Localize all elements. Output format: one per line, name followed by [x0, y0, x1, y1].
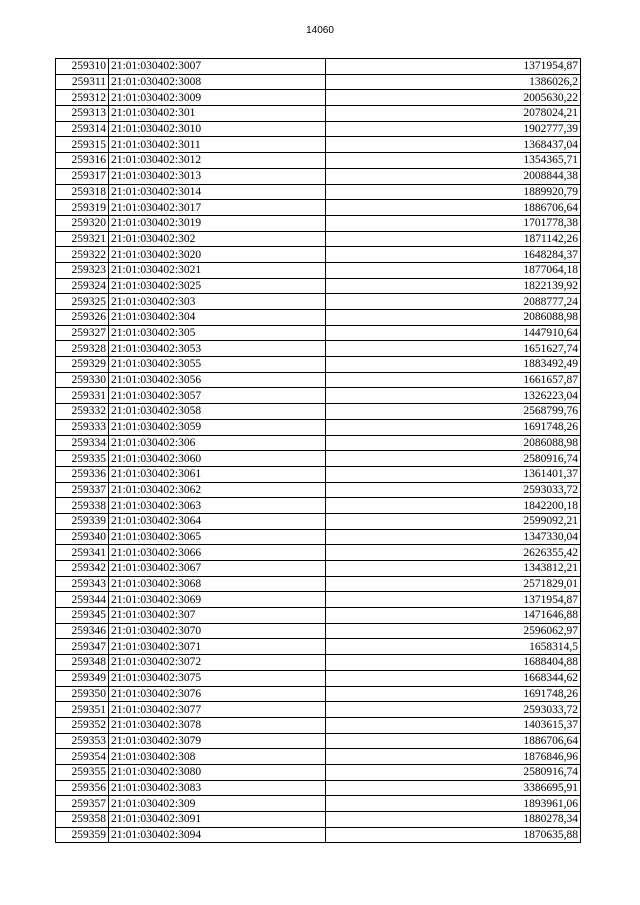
table-row	[56, 749, 581, 765]
cadastral-value-cell: 2568799,76	[326, 404, 581, 420]
cadastral-value-cell: 2086088,98	[326, 435, 581, 451]
table-row	[56, 137, 581, 153]
table-body	[56, 59, 581, 843]
table-row	[56, 608, 581, 624]
table-row	[56, 545, 581, 561]
cadastral-number-cell: 21:01:030402:3058	[109, 404, 326, 420]
cadastral-value-cell: 2580916,74	[326, 451, 581, 467]
cadastral-value-cell: 2078024,21	[326, 106, 581, 122]
cadastral-value-cell: 1403615,37	[326, 717, 581, 733]
row-id-cell: 259352	[56, 717, 109, 733]
cadastral-number-cell: 21:01:030402:304	[109, 310, 326, 326]
row-id-cell: 259314	[56, 121, 109, 137]
table-row	[56, 106, 581, 122]
row-id-cell: 259342	[56, 561, 109, 577]
cadastral-number-cell: 21:01:030402:3070	[109, 623, 326, 639]
cadastral-value-cell: 2086088,98	[326, 310, 581, 326]
row-id-cell: 259322	[56, 247, 109, 263]
cadastral-number-cell: 21:01:030402:3068	[109, 576, 326, 592]
table-row	[56, 764, 581, 780]
row-id-cell: 259336	[56, 466, 109, 482]
row-id-cell: 259333	[56, 419, 109, 435]
cadastral-number-cell: 21:01:030402:301	[109, 106, 326, 122]
cadastral-number-cell: 21:01:030402:3078	[109, 717, 326, 733]
table-row	[56, 623, 581, 639]
row-id-cell: 259315	[56, 137, 109, 153]
cadastral-number-cell: 21:01:030402:305	[109, 325, 326, 341]
cadastral-number-cell: 21:01:030402:3077	[109, 702, 326, 718]
cadastral-value-cell: 1471646,88	[326, 608, 581, 624]
table-row	[56, 341, 581, 357]
row-id-cell: 259355	[56, 764, 109, 780]
cadastral-value-cell: 2580916,74	[326, 764, 581, 780]
table-row	[56, 796, 581, 812]
cadastral-number-cell: 21:01:030402:306	[109, 435, 326, 451]
row-id-cell: 259316	[56, 153, 109, 169]
table-row	[56, 90, 581, 106]
table-row	[56, 451, 581, 467]
cadastral-number-cell: 21:01:030402:3017	[109, 200, 326, 216]
cadastral-value-cell: 1447910,64	[326, 325, 581, 341]
table-row	[56, 466, 581, 482]
cadastral-value-cell: 2005630,22	[326, 90, 581, 106]
row-id-cell: 259321	[56, 231, 109, 247]
cadastral-value-cell: 1368437,04	[326, 137, 581, 153]
table-row	[56, 592, 581, 608]
row-id-cell: 259323	[56, 262, 109, 278]
row-id-cell: 259356	[56, 780, 109, 796]
cadastral-value-cell: 1893961,06	[326, 796, 581, 812]
row-id-cell: 259329	[56, 357, 109, 373]
cadastral-value-cell: 1371954,87	[326, 59, 581, 75]
row-id-cell: 259340	[56, 529, 109, 545]
cadastral-number-cell: 21:01:030402:307	[109, 608, 326, 624]
cadastral-number-cell: 21:01:030402:3008	[109, 74, 326, 90]
cadastral-value-cell: 1651627,74	[326, 341, 581, 357]
cadastral-value-cell: 2571829,01	[326, 576, 581, 592]
cadastral-value-cell: 3386695,91	[326, 780, 581, 796]
cadastral-number-cell: 21:01:030402:3025	[109, 278, 326, 294]
cadastral-number-cell: 21:01:030402:3062	[109, 482, 326, 498]
table-row	[56, 639, 581, 655]
table-row	[56, 780, 581, 796]
row-id-cell: 259358	[56, 812, 109, 828]
table-row	[56, 717, 581, 733]
table-row	[56, 576, 581, 592]
cadastral-number-cell: 21:01:030402:3064	[109, 513, 326, 529]
row-id-cell: 259354	[56, 749, 109, 765]
cadastral-value-cell: 2088777,24	[326, 294, 581, 310]
table-row	[56, 278, 581, 294]
table-row	[56, 153, 581, 169]
cadastral-number-cell: 21:01:030402:3019	[109, 215, 326, 231]
cadastral-value-cell: 1343812,21	[326, 561, 581, 577]
table-row	[56, 513, 581, 529]
table-row	[56, 733, 581, 749]
table-row	[56, 670, 581, 686]
table-row	[56, 59, 581, 75]
cadastral-number-cell: 21:01:030402:3060	[109, 451, 326, 467]
row-id-cell: 259312	[56, 90, 109, 106]
row-id-cell: 259357	[56, 796, 109, 812]
table-row	[56, 388, 581, 404]
table-row	[56, 419, 581, 435]
cadastral-number-cell: 21:01:030402:3094	[109, 827, 326, 843]
row-id-cell: 259331	[56, 388, 109, 404]
row-id-cell: 259337	[56, 482, 109, 498]
cadastral-number-cell: 21:01:030402:308	[109, 749, 326, 765]
cadastral-number-cell: 21:01:030402:3014	[109, 184, 326, 200]
cadastral-number-cell: 21:01:030402:3063	[109, 498, 326, 514]
cadastral-value-cell: 1658314,5	[326, 639, 581, 655]
row-id-cell: 259326	[56, 310, 109, 326]
cadastral-value-cell: 1371954,87	[326, 592, 581, 608]
cadastral-value-cell: 1361401,37	[326, 466, 581, 482]
cadastral-value-cell: 1648284,37	[326, 247, 581, 263]
cadastral-number-cell: 21:01:030402:3067	[109, 561, 326, 577]
table-row	[56, 561, 581, 577]
table-row	[56, 498, 581, 514]
row-id-cell: 259349	[56, 670, 109, 686]
table-row	[56, 372, 581, 388]
table-row	[56, 74, 581, 90]
cadastral-number-cell: 21:01:030402:3075	[109, 670, 326, 686]
cadastral-value-cell: 1661657,87	[326, 372, 581, 388]
cadastral-value-cell: 2599092,21	[326, 513, 581, 529]
page-number: 14060	[306, 25, 334, 36]
table-row	[56, 812, 581, 828]
row-id-cell: 259317	[56, 168, 109, 184]
cadastral-number-cell: 21:01:030402:3012	[109, 153, 326, 169]
row-id-cell: 259330	[56, 372, 109, 388]
table-row	[56, 325, 581, 341]
row-id-cell: 259328	[56, 341, 109, 357]
cadastral-number-cell: 21:01:030402:3053	[109, 341, 326, 357]
cadastral-value-cell: 1688404,88	[326, 655, 581, 671]
cadastral-value-cell: 1877064,18	[326, 262, 581, 278]
cadastral-value-cell: 1842200,18	[326, 498, 581, 514]
cadastral-number-cell: 21:01:030402:3013	[109, 168, 326, 184]
cadastral-value-cell: 1691748,26	[326, 419, 581, 435]
row-id-cell: 259348	[56, 655, 109, 671]
cadastral-value-cell: 1886706,64	[326, 733, 581, 749]
row-id-cell: 259339	[56, 513, 109, 529]
cadastral-number-cell: 21:01:030402:3079	[109, 733, 326, 749]
row-id-cell: 259313	[56, 106, 109, 122]
table-row	[56, 294, 581, 310]
cadastral-number-cell: 21:01:030402:3021	[109, 262, 326, 278]
row-id-cell: 259334	[56, 435, 109, 451]
cadastral-value-cell: 1347330,04	[326, 529, 581, 545]
row-id-cell: 259324	[56, 278, 109, 294]
cadastral-number-cell: 21:01:030402:3080	[109, 764, 326, 780]
row-id-cell: 259332	[56, 404, 109, 420]
table-row	[56, 357, 581, 373]
cadastral-number-cell: 21:01:030402:3065	[109, 529, 326, 545]
cadastral-number-cell: 21:01:030402:303	[109, 294, 326, 310]
cadastral-value-cell: 1701778,38	[326, 215, 581, 231]
cadastral-number-cell: 21:01:030402:3083	[109, 780, 326, 796]
cadastral-value-cell: 1326223,04	[326, 388, 581, 404]
cadastral-number-cell: 21:01:030402:3057	[109, 388, 326, 404]
table-row	[56, 310, 581, 326]
row-id-cell: 259347	[56, 639, 109, 655]
cadastral-value-cell: 1354365,71	[326, 153, 581, 169]
table-row	[56, 200, 581, 216]
cadastral-number-cell: 21:01:030402:3007	[109, 59, 326, 75]
table-row	[56, 686, 581, 702]
table-row	[56, 435, 581, 451]
row-id-cell: 259351	[56, 702, 109, 718]
row-id-cell: 259353	[56, 733, 109, 749]
cadastral-number-cell: 21:01:030402:3071	[109, 639, 326, 655]
row-id-cell: 259318	[56, 184, 109, 200]
cadastral-number-cell: 21:01:030402:3010	[109, 121, 326, 137]
cadastral-value-cell: 1889920,79	[326, 184, 581, 200]
table-row	[56, 482, 581, 498]
cadastral-number-cell: 21:01:030402:3069	[109, 592, 326, 608]
row-id-cell: 259345	[56, 608, 109, 624]
table-row	[56, 121, 581, 137]
cadastral-value-cell: 1668344,62	[326, 670, 581, 686]
cadastral-number-cell: 21:01:030402:3076	[109, 686, 326, 702]
row-id-cell: 259311	[56, 74, 109, 90]
table-row	[56, 184, 581, 200]
cadastral-value-table	[55, 58, 581, 843]
table-row	[56, 655, 581, 671]
cadastral-number-cell: 21:01:030402:3009	[109, 90, 326, 106]
cadastral-value-cell: 1880278,34	[326, 812, 581, 828]
cadastral-value-cell: 2626355,42	[326, 545, 581, 561]
cadastral-number-cell: 21:01:030402:3061	[109, 466, 326, 482]
table-row	[56, 702, 581, 718]
cadastral-value-cell: 2008844,38	[326, 168, 581, 184]
table-row	[56, 247, 581, 263]
row-id-cell: 259320	[56, 215, 109, 231]
table-row	[56, 404, 581, 420]
row-id-cell: 259350	[56, 686, 109, 702]
cadastral-number-cell: 21:01:030402:3020	[109, 247, 326, 263]
cadastral-value-cell: 1876846,96	[326, 749, 581, 765]
row-id-cell: 259310	[56, 59, 109, 75]
row-id-cell: 259344	[56, 592, 109, 608]
cadastral-number-cell: 21:01:030402:3056	[109, 372, 326, 388]
cadastral-value-cell: 1883492,49	[326, 357, 581, 373]
cadastral-value-cell: 1386026,2	[326, 74, 581, 90]
cadastral-number-cell: 21:01:030402:3066	[109, 545, 326, 561]
cadastral-number-cell: 21:01:030402:3055	[109, 357, 326, 373]
cadastral-value-cell: 1886706,64	[326, 200, 581, 216]
row-id-cell: 259343	[56, 576, 109, 592]
cadastral-number-cell: 21:01:030402:3059	[109, 419, 326, 435]
cadastral-value-cell: 1871142,26	[326, 231, 581, 247]
cadastral-number-cell: 21:01:030402:3011	[109, 137, 326, 153]
row-id-cell: 259341	[56, 545, 109, 561]
row-id-cell: 259346	[56, 623, 109, 639]
table-row	[56, 529, 581, 545]
cadastral-value-cell: 2596062,97	[326, 623, 581, 639]
table-row	[56, 827, 581, 843]
cadastral-value-cell: 2593033,72	[326, 482, 581, 498]
table-row	[56, 215, 581, 231]
table-row	[56, 168, 581, 184]
cadastral-value-cell: 1822139,92	[326, 278, 581, 294]
cadastral-number-cell: 21:01:030402:3091	[109, 812, 326, 828]
row-id-cell: 259325	[56, 294, 109, 310]
row-id-cell: 259335	[56, 451, 109, 467]
cadastral-value-cell: 2593033,72	[326, 702, 581, 718]
cadastral-value-cell: 1902777,39	[326, 121, 581, 137]
cadastral-number-cell: 21:01:030402:3072	[109, 655, 326, 671]
row-id-cell: 259338	[56, 498, 109, 514]
table-row	[56, 231, 581, 247]
row-id-cell: 259319	[56, 200, 109, 216]
cadastral-number-cell: 21:01:030402:302	[109, 231, 326, 247]
cadastral-value-cell: 1691748,26	[326, 686, 581, 702]
row-id-cell: 259359	[56, 827, 109, 843]
cadastral-value-cell: 1870635,88	[326, 827, 581, 843]
row-id-cell: 259327	[56, 325, 109, 341]
cadastral-number-cell: 21:01:030402:309	[109, 796, 326, 812]
table-row	[56, 262, 581, 278]
